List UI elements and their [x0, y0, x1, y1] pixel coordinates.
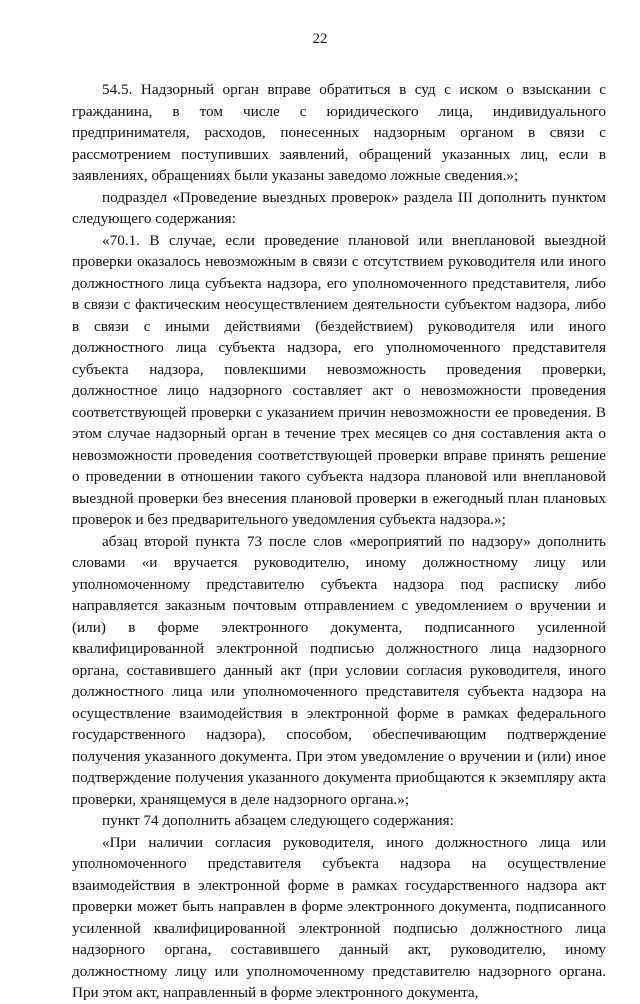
paragraph-point-74-amendment: пункт 74 дополнить абзацем следующего содержания: — [102, 812, 454, 829]
paragraph-subsection-amendment: подраздел «Проведение выездных проверок» раздела III дополнить пунктом следующего содержания: — [72, 188, 606, 227]
paragraph-70-1: «70.1. В случае, если проведение плановой или внеплановой выездной проверки оказалось невозможным в связи с отсутствием руководителя или иного должностного лица субъекта надзора, его уполномоченного представителя, либо в связи с фактическим неосуществлением деятельности субъектом надзора, либо в связи с иными действиями (бездействием) руководителя или иного должностного лица субъекта надзора, его уполномоченного представителя субъекта надзора, повлекшими невозможность проведения проверки, должностное лицо надзорного составляет акт о невозможности проведения соответствующей проверки с указанием причин невозможности ее проведения. В этом случае надзорный орган в течение трех месяцев со дня составления акта о невозможности проведения соответствующей проверки вправе принять решение о проведении в отношении такого субъекта надзора плановой или внеплановой выездной проверки без внесения плановой проверки в ежегодный план плановых проверок и без предварительного уведомления субъекта надзора.»; — [72, 231, 606, 528]
page-number: 22 — [312, 31, 328, 47]
paragraph-point-73-amendment: абзац второй пункта 73 после слов «мероприятий по надзору» дополнить словами «и вручается руководителю, иному должностному лицу или уполномоченному представителю субъекта надзора под расписку либо направляется заказным почтовым отправлением с уведомлением о вручении и (или) в форме электронного документа, подписанного усиленной квалифицированной электронной подписью должностного лица надзорного органа, составившего данный акт (при условии согласия руководителя, иного должностного лица или уполномоченного представителя субъекта надзора на осуществление взаимодействия в электронной форме в рамках федерального государственного надзора), способом, обеспечивающим подтверждение получения указанного документа. При этом уведомление о вручении и (или) иное подтверждение получения указанного документа приобщаются к экземпляру акта проверки, хранящемуся в деле надзорного органа.»; — [72, 532, 606, 808]
paragraph-point-74-new-text: «При наличии согласия руководителя, иного должностного лица или уполномоченного представителя субъекта надзора на осуществление взаимодействия в электронной форме в рамках государственного надзора акт проверки может быть направлен в форме электронного документа, подписанного усиленной квалифицированной электронной подписью должностного лица надзорного органа, составившего данный акт, руководителю, иному должностному лицу или уполномоченному представителю надзорного органа. При этом акт, направленный в форме электронного документа, — [72, 833, 606, 1001]
document-body — [72, 79, 606, 1004]
paragraph-54-5: 54.5. Надзорный орган вправе обратиться в суд с иском о взыскании с гражданина, в том числе с юридического лица, индивидуального предпринимателя, расходов, понесенных надзорным органом в связи с рассмотрением поступивших заявлений, обращений указанных лиц, если в заявлениях, обращениях были указаны заведомо ложные сведения.»; — [72, 81, 606, 184]
